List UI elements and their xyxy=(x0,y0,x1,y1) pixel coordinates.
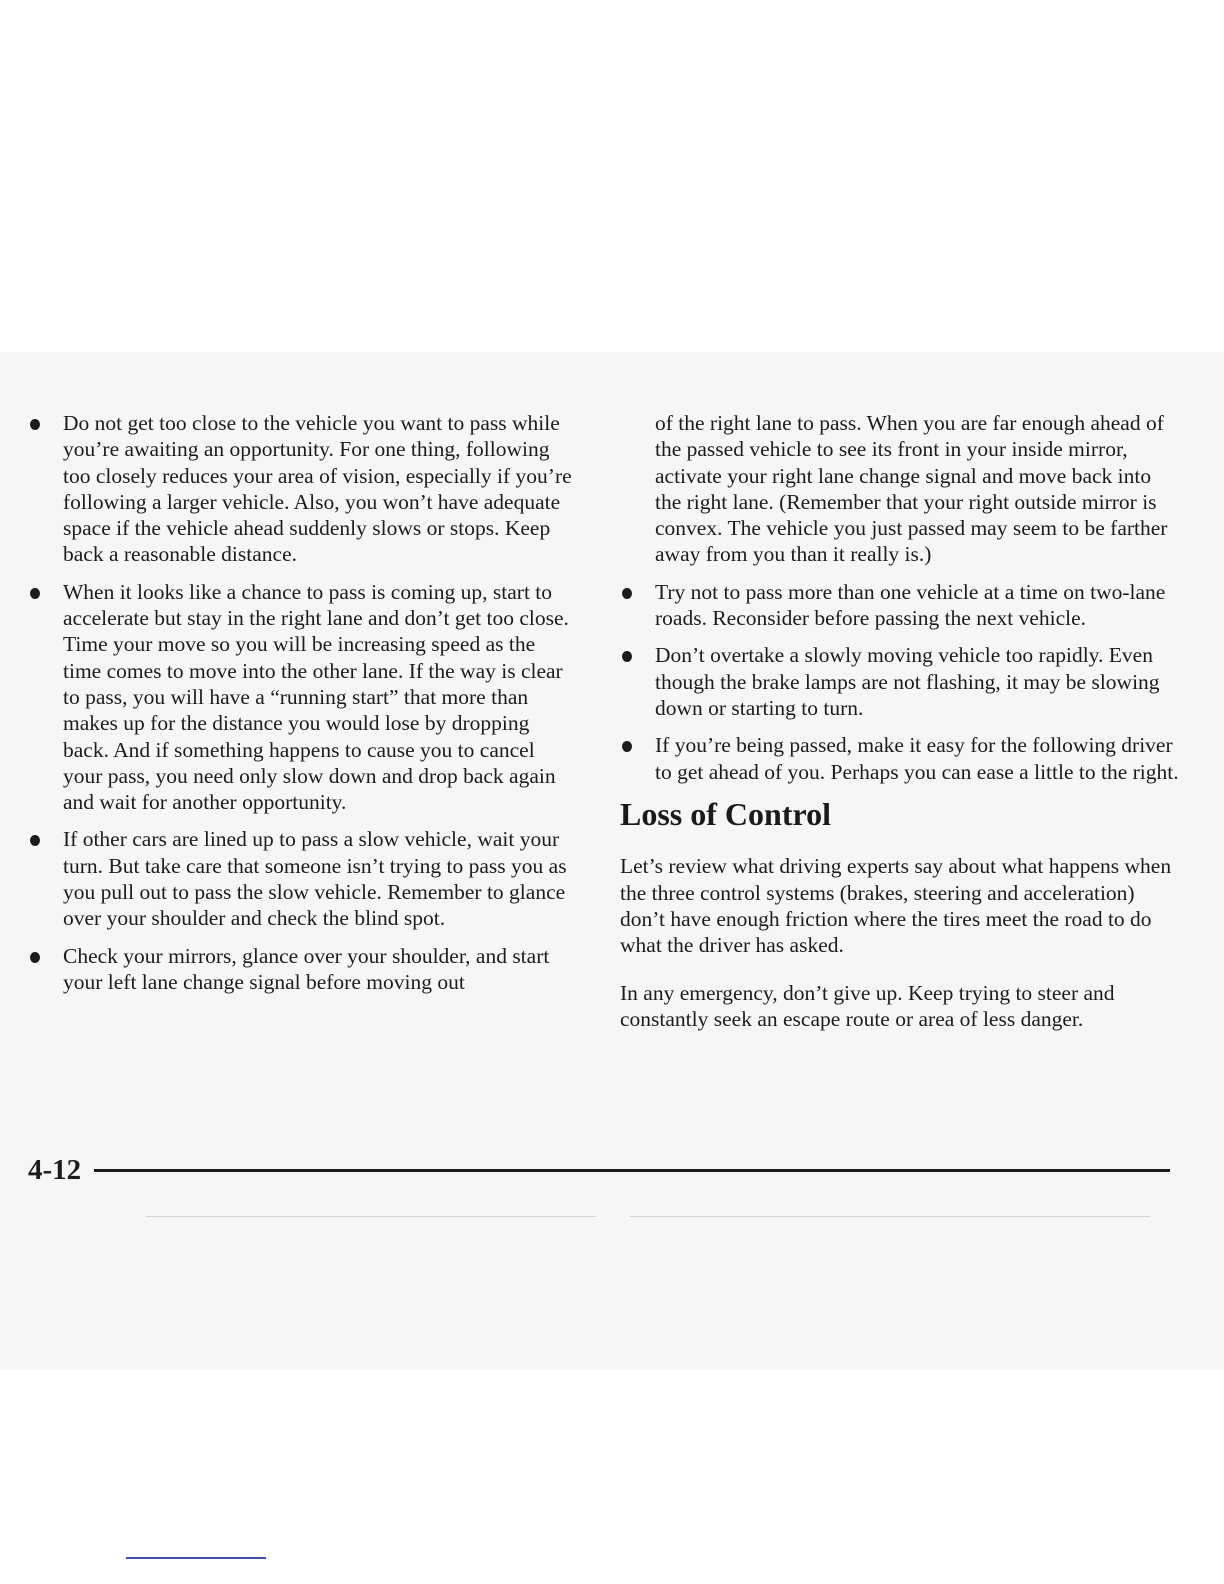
divider xyxy=(146,1216,596,1217)
bullet-item xyxy=(620,642,1180,721)
bullet-item xyxy=(620,732,1180,785)
body-paragraph: Let’s review what driving experts say about what happens when the three control systems (brakes, steering and acceleration) don’t have enough friction where the tires meet the road to do what the driver has asked. xyxy=(620,854,1172,958)
left-column xyxy=(28,410,573,1006)
footer-rule xyxy=(94,1169,1170,1172)
bullet-item xyxy=(28,410,573,568)
bullet-item xyxy=(28,579,573,816)
bullet-icon xyxy=(622,651,632,662)
bullet-item xyxy=(28,943,573,996)
continued-bullet-text: of the right lane to pass. When you are far enough ahead of the passed vehicle to see its front in your inside mirror, activate your right lane change signal and move back into the right lane. (Remember that your right outside mirror is convex. The vehicle you just passed may seem to be farther away from you than it really is.) xyxy=(655,411,1168,567)
bullet-text: When it looks like a chance to pass is coming up, start to accelerate but stay in the right lane and don’t get too close. Time your move so you will be increasing speed as the time comes to move into the other lane. If the way is clear to pass, you will have a “running start” that more than makes up for the distance you would lose by dropping back. And if something happens to cause you to cancel your pass, you need only slow down and drop back again and wait for another opportunity. xyxy=(63,579,569,815)
bullet-item xyxy=(28,826,573,931)
right-column xyxy=(620,410,1180,1043)
page-number: 4-12 xyxy=(28,1154,82,1186)
bullet-icon xyxy=(30,419,40,430)
section-title: Loss of Control xyxy=(620,795,831,832)
bullet-text: Do not get too close to the vehicle you want to pass while you’re awaiting an opportunity. For one thing, following too closely reduces your area of vision, especially if you’re following a larger vehicle. Also, you won’t have adequate space if the vehicle ahead suddenly slows or stops. Keep back a reasonable distance. xyxy=(63,411,572,567)
divider xyxy=(630,1216,1150,1217)
bullet-icon xyxy=(622,741,632,752)
underline-mark xyxy=(126,1557,266,1559)
bullet-text: Don’t overtake a slowly moving vehicle too rapidly. Even though the brake lamps are not flashing, it may be slowing down or starting to turn. xyxy=(655,643,1160,720)
bullet-text: Try not to pass more than one vehicle at a time on two-lane roads. Reconsider before passing the next vehicle. xyxy=(655,579,1166,631)
bullet-text: If you’re being passed, make it easy for the following driver to get ahead of you. Perhaps you can ease a little to the right. xyxy=(655,733,1179,784)
bullet-icon xyxy=(30,952,40,963)
page-footer xyxy=(28,1152,1170,1188)
bullet-icon xyxy=(30,588,40,599)
bullet-icon xyxy=(622,588,632,599)
bullet-text: Check your mirrors, glance over your shoulder, and start your left lane change signal before moving out xyxy=(63,943,550,994)
body-paragraph: In any emergency, don’t give up. Keep trying to steer and constantly seek an escape route or area of less danger. xyxy=(620,981,1115,1032)
bullet-text: If other cars are lined up to pass a slow vehicle, wait your turn. But take care that someone isn’t trying to pass you as you pull out to pass the slow vehicle. Remember to glance over your shoulder and check the blind spot. xyxy=(63,827,567,931)
bullet-icon xyxy=(30,835,40,846)
bullet-item xyxy=(620,579,1180,632)
